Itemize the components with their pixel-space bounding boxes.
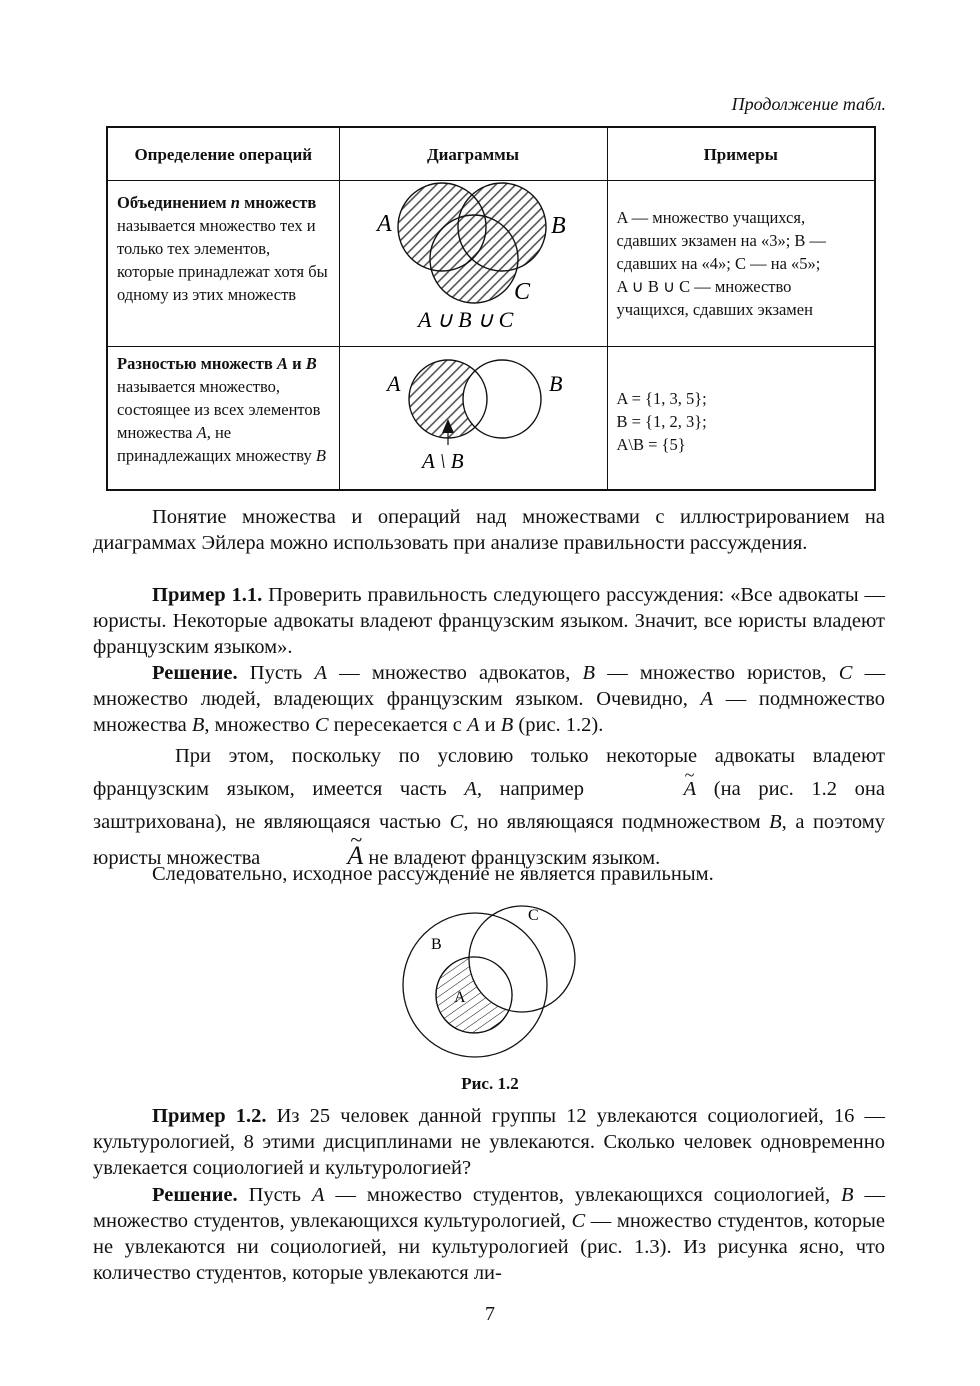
- term-b: B: [305, 354, 317, 373]
- text-span: , например: [476, 778, 584, 800]
- var-c: C: [449, 811, 464, 833]
- table-row-union: [107, 181, 875, 347]
- label-a: A: [454, 989, 466, 1006]
- header-definition: Определение операций: [107, 127, 339, 181]
- difference-definition-text: называется множество, состоящее из всех элементов множества: [117, 377, 321, 442]
- example-text: Проверить правильность следующего рассуждения: «Все адвокаты — юристы. Некоторые адвокаты владеют французским языком. Значит, все юристы владеют французским языком».: [93, 584, 885, 658]
- label-b: B: [550, 213, 566, 239]
- set-operations-table: [106, 126, 876, 491]
- example-heading: Пример 1.1.: [152, 584, 263, 606]
- paragraph-solution-1: [93, 660, 885, 738]
- label-b: B: [548, 371, 562, 396]
- difference-caption: A \ B: [421, 449, 464, 473]
- label-c: C: [528, 907, 539, 924]
- var-b: B: [582, 662, 596, 684]
- difference-diagram-cell: [339, 347, 607, 491]
- term-sets: множеств: [244, 193, 317, 212]
- text-span: — множество адвокатов,: [339, 662, 571, 684]
- term-and: и: [292, 354, 302, 373]
- var-c: C: [838, 662, 853, 684]
- text-span: , множество: [204, 714, 310, 736]
- term-b-2: B: [315, 446, 326, 465]
- var-b: B: [191, 714, 205, 736]
- var-b: B: [500, 714, 514, 736]
- label-a: A: [376, 211, 392, 237]
- paragraph-example-1-2: [93, 1103, 885, 1181]
- header-examples: Примеры: [607, 127, 875, 181]
- union-example-line: A — множество учащихся,: [616, 208, 806, 227]
- text-span: — множество студентов, увлекающихся социологией,: [335, 1184, 831, 1206]
- var-a-tilde-large: ~ A: [265, 839, 363, 872]
- text-span: Пусть: [248, 1184, 302, 1206]
- paragraph-solution-2: [93, 1182, 885, 1286]
- union-example: [607, 181, 875, 347]
- difference-example-line: B = {1, 2, 3};: [616, 411, 707, 431]
- union-caption: A ∪ B ∪ C: [417, 307, 513, 332]
- solution-heading: Решение.: [152, 662, 238, 684]
- var-a: A: [700, 688, 714, 710]
- union-example-line: сдавших экзамен на «3»; B —: [616, 231, 827, 250]
- text-span: (рис. 1.2).: [518, 714, 604, 736]
- figure-1-2-diagram: [398, 888, 582, 1066]
- difference-venn-diagram: [340, 347, 608, 489]
- difference-example-line: A\B = {5}: [616, 434, 686, 454]
- difference-example: [607, 347, 875, 491]
- figure-caption: Рис. 1.2: [461, 1074, 519, 1093]
- term-a-2: A: [196, 423, 207, 442]
- text-span: — подмножество множества: [93, 688, 885, 736]
- var-c: C: [314, 714, 329, 736]
- text-span: — множество юристов,: [607, 662, 827, 684]
- var-a: A: [466, 714, 480, 736]
- text-span: пересекается с: [333, 714, 462, 736]
- text-span: (на рис. 1.2 она заштрихована), не являющаяся частью: [93, 778, 885, 833]
- text-span: — множество студентов, увлекающихся культурологией,: [93, 1184, 886, 1232]
- text-span: — множество студентов, которые не увлекаются ни социологией, ни культурологией (рис. 1.3). Из рисунка ясно, что количество студентов, которые увлекаются ли-: [93, 1210, 886, 1284]
- paragraph-conclusion: Следовательно, исходное рассуждение не является правильным.: [152, 863, 714, 885]
- union-definition: [107, 181, 339, 347]
- text-span: При этом, поскольку по условию только некоторые адвокаты владеют французским языком, имеется часть: [93, 745, 885, 800]
- example-text: Из 25 человек данной группы 12 увлекаются социологией, 16 — культурологией, 8 этими дисциплинами не увлекаются. Сколько человек одновременно увлекается социологией и культурологией?: [93, 1105, 886, 1179]
- var-a: A: [314, 662, 327, 684]
- table-row-difference: [107, 347, 875, 491]
- union-example-line: A ∪ B ∪ C — множество: [616, 277, 792, 296]
- union-example-line: сдавших на «4»; C — на «5»;: [616, 254, 821, 273]
- text-span: — множество людей, владеющих французским языком. Очевидно,: [93, 662, 886, 710]
- label-c: C: [513, 279, 530, 305]
- difference-definition: [107, 347, 339, 491]
- union-venn-diagram: [340, 181, 608, 346]
- paragraph-reasoning: [93, 740, 885, 875]
- page-number: 7: [485, 1303, 495, 1325]
- union-diagram-cell: [339, 181, 607, 347]
- table-header-row: [107, 127, 875, 181]
- text-span: и: [484, 714, 496, 736]
- label-b: B: [431, 936, 442, 953]
- label-a: A: [386, 371, 400, 396]
- text-span: , но являющаяся подмножеством: [463, 811, 761, 833]
- var-a: A: [464, 778, 477, 800]
- text-span: не владеют французским языком.: [368, 847, 661, 869]
- solution-heading: Решение.: [152, 1184, 238, 1206]
- table-continuation-label: Продолжение табл.: [731, 94, 886, 114]
- header-diagrams: Диаграммы: [339, 127, 607, 181]
- example-heading: Пример 1.2.: [152, 1105, 267, 1127]
- union-definition-text: называется множество тех и только тех элементов, которые принадлежат хотя бы одному из этих множеств: [117, 216, 328, 304]
- term-union: Объединением: [117, 193, 227, 212]
- var-c: C: [571, 1210, 586, 1232]
- term-n: n: [230, 193, 240, 212]
- term-a: A: [276, 354, 288, 373]
- text-span: Пусть: [249, 662, 303, 684]
- text-span: , а поэтому юристы множества: [93, 811, 885, 869]
- var-a: A: [311, 1184, 325, 1206]
- paragraph-intro: Понятие множества и операций над множествами с иллюстрированием на диаграммах Эйлера можно использовать при анализе правильности рассуждения.: [93, 506, 885, 554]
- union-example-line: учащихся, сдавших экзамен: [616, 300, 813, 319]
- var-b: B: [769, 811, 782, 833]
- var-b: B: [841, 1184, 854, 1206]
- difference-example-line: A = {1, 3, 5};: [616, 388, 707, 408]
- var-a-tilde: ~ A: [602, 773, 697, 806]
- term-difference: Разностью множеств: [117, 354, 273, 373]
- difference-definition-text-2: , не принадлежащих множеству: [117, 423, 312, 465]
- paragraph-example-1-1: [93, 582, 885, 660]
